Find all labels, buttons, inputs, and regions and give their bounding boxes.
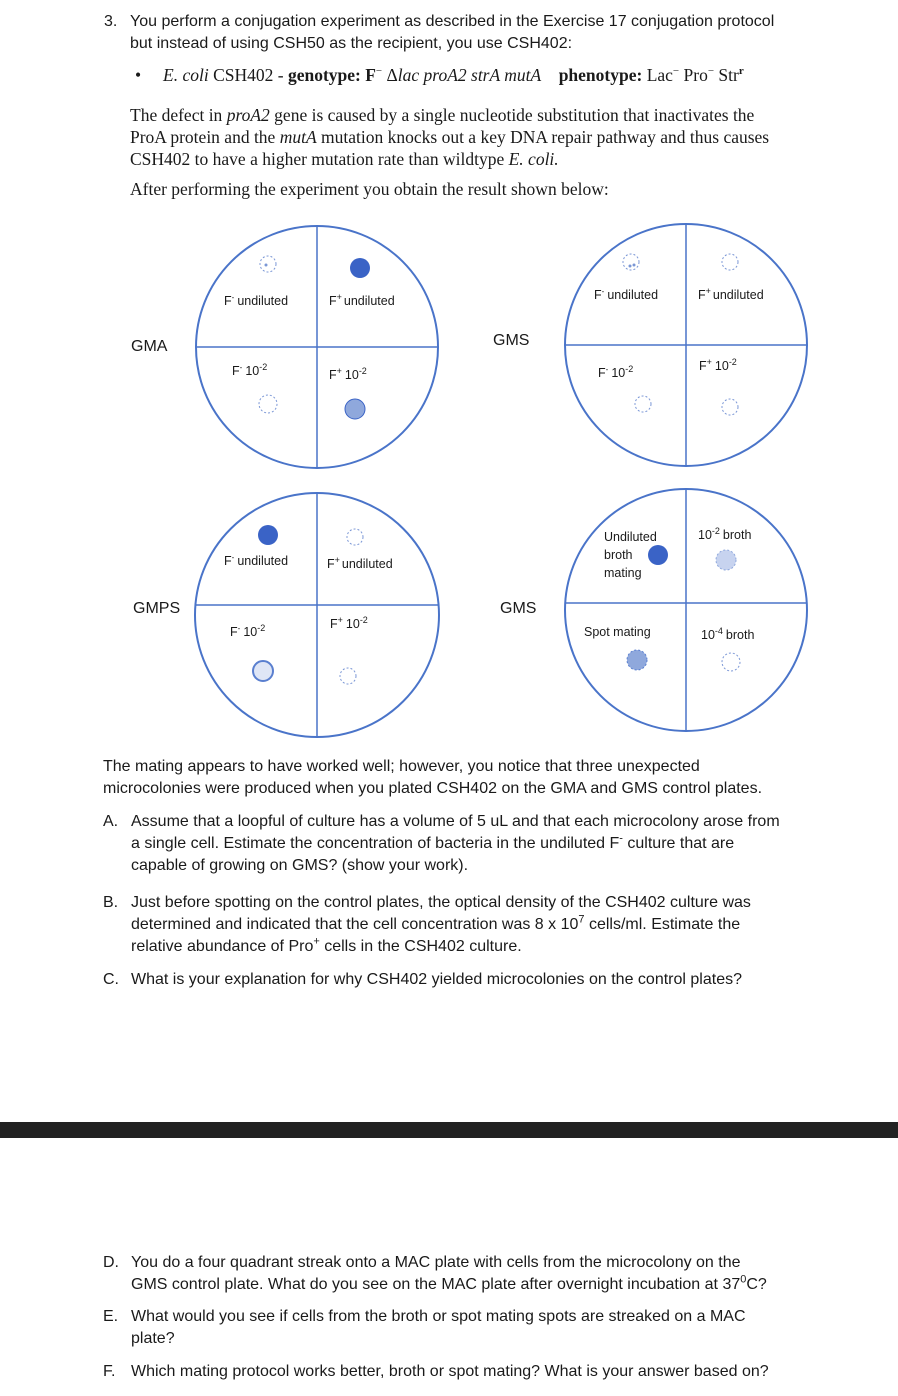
gmps-plate-label: GMPS	[133, 600, 181, 617]
part-d-text	[131, 1252, 831, 1296]
gma-fplus-undiluted-spot	[350, 258, 370, 278]
phenotype-lac: Lac	[646, 65, 673, 85]
phenotype-pro: Pro	[679, 65, 708, 85]
defect-1a: The defect in	[130, 105, 227, 125]
intro-line-1: You perform a conjugation experiment as described in the Exercise 17 conjugation protocol	[130, 13, 775, 30]
strain-rest: CSH402 -	[208, 65, 288, 85]
part-a-line-1: Assume that a loopful of culture has a volume of 5 uL and that each microcolony arose from	[131, 813, 780, 830]
part-e-line-1: What would you see if cells from the broth or spot mating spots are streaked on a MAC	[131, 1308, 746, 1325]
defect-2a: ProA protein and the	[130, 127, 280, 147]
part-a-line-2-sup: -	[619, 832, 623, 845]
gma-fminus-undiluted-label: F- undiluted	[224, 293, 289, 308]
part-f-letter: F.	[103, 1363, 116, 1380]
question-number: 3.	[104, 13, 118, 30]
gmps-fplus-10-2-spot	[340, 668, 356, 684]
part-d-line-1: You do a four quadrant streak onto a MAC plate with cells from the microcolony on the	[131, 1254, 741, 1271]
part-a-line-2a: a single cell. Estimate the concentration of bacteria in the undiluted F	[131, 835, 620, 852]
part-a-line-3: capable of growing on GMS? (show your work).	[131, 857, 469, 874]
part-b-line-3-sup: +	[313, 935, 320, 948]
gma-fminus-10-2-label: F- $10^{-2}$	[232, 362, 268, 378]
gms-undiluted-broth-mating-spot	[648, 545, 668, 565]
phenotype-pro-sup: −	[707, 65, 715, 78]
bullet: •	[135, 65, 142, 85]
part-a	[103, 811, 863, 881]
strain-name: E. coli	[163, 65, 209, 85]
gma-fplus-10-2-label: F+ $10^{-2}$	[329, 366, 367, 382]
part-b-line-3b: cells in the CSH402 culture.	[319, 938, 522, 955]
part-b-line-2b: cells/ml. Estimate the	[584, 916, 741, 933]
gma-plate-label: GMA	[131, 338, 168, 355]
gms-broth-label: broth	[604, 548, 633, 562]
gms-plate-2-label: GMS	[500, 600, 537, 617]
part-b-line-2-sup: 7	[578, 913, 585, 926]
gms-spot-mating-label: Spot mating	[584, 625, 651, 639]
gms-fminus-10-2-spot	[635, 396, 651, 412]
part-c	[103, 969, 863, 993]
part-b-line-3a: relative abundance of Pro	[131, 938, 314, 955]
gms-undiluted-label: Undiluted	[604, 530, 657, 544]
gma-fplus-undiluted-label: F+ undiluted	[329, 292, 395, 308]
gms-plate-controls	[565, 224, 807, 466]
defect-2c: mutation knocks out a key DNA repair pathway and thus causes	[316, 127, 770, 147]
genotype-label: genotype: F	[287, 65, 376, 85]
gms-10-2-broth-label: $10^{-2}$ broth	[698, 526, 752, 542]
part-c-letter: C.	[103, 971, 119, 988]
defect-2b: mutA	[279, 127, 317, 147]
defect-3b: E. coli.	[508, 149, 559, 169]
part-a-line-2	[131, 833, 831, 855]
gms-fminus-undiluted-spot	[623, 254, 639, 270]
gmps-fminus-10-2-label: F- $10^{-2}$	[230, 623, 266, 639]
part-b-line-2a: determined and indicated that the cell concentration was 8 x 10	[131, 916, 579, 933]
part-a-text	[131, 811, 831, 877]
part-e-line-2: plate?	[131, 1330, 175, 1347]
part-b-text	[131, 892, 831, 958]
gmps-fminus-10-2-spot	[253, 661, 273, 681]
defect-1b: proA2	[226, 105, 270, 125]
gms-fminus-undiluted-label: F- undiluted	[594, 287, 659, 302]
part-d-line-2	[131, 1274, 831, 1296]
gma-fminus-10-2-spot	[259, 395, 277, 413]
part-f	[103, 1361, 863, 1385]
part-d	[103, 1252, 863, 1298]
part-f-line-1: Which mating protocol works better, broth or spot mating? What is your answer based on?	[131, 1363, 769, 1380]
gma-fplus-10-2-spot	[345, 399, 365, 419]
part-e-text	[131, 1306, 831, 1350]
after-experiment-line: After performing the experiment you obtain the result shown below:	[130, 179, 609, 199]
part-d-line-2b: C?	[746, 1276, 767, 1293]
observation-line-1: The mating appears to have worked well; however, you notice that three unexpected	[103, 758, 700, 775]
page-divider	[0, 1122, 898, 1138]
gmps-fplus-10-2-label: F+ $10^{-2}$	[330, 615, 368, 631]
phenotype-str: Str	[714, 65, 739, 85]
gma-plate	[196, 226, 438, 468]
part-d-letter: D.	[103, 1254, 119, 1271]
gmps-fplus-undiluted-label: F+ undiluted	[327, 555, 393, 571]
part-a-line-2b: culture that are	[622, 835, 735, 852]
gmps-fminus-undiluted-spot	[258, 525, 278, 545]
part-b	[103, 892, 863, 962]
defect-3a: CSH402 to have a higher mutation rate than wildtype	[130, 149, 509, 169]
part-d-line-2-sup: 0	[740, 1273, 747, 1286]
gma-fminus-undiluted-microcolony	[265, 264, 268, 267]
gms-10-2-broth-spot	[716, 550, 736, 570]
part-b-line-2	[131, 914, 831, 936]
genotype-sup: −	[375, 65, 383, 78]
gms-fminus-10-2-label: F- $10^{-2}$	[598, 364, 634, 380]
observation-line-2: microcolonies were produced when you plated CSH402 on the GMA and GMS control plates.	[103, 780, 763, 797]
defect-1c: gene is caused by a single nucleotide substitution that inactivates the	[269, 105, 755, 125]
genotype-alleles: lac proA2 strA mutA	[397, 65, 542, 85]
part-b-letter: B.	[103, 894, 119, 911]
gms-spot-mating-spot	[627, 650, 647, 670]
gms-fplus-undiluted-label: F+ undiluted	[698, 286, 764, 302]
part-a-letter: A.	[103, 813, 119, 830]
gms-10-4-broth-label: $10^{-4}$ broth	[701, 626, 755, 642]
gms-fminus-undiluted-microcolony-1	[629, 265, 632, 268]
gma-fminus-undiluted-spot	[260, 256, 276, 272]
gms-plate-1-label: GMS	[493, 332, 530, 349]
genotype-delta: Δ	[382, 65, 398, 85]
gms-fplus-undiluted-spot	[722, 254, 738, 270]
intro-line-2: but instead of using CSH50 as the recipient, you use CSH402:	[130, 35, 573, 52]
part-e-letter: E.	[103, 1308, 119, 1325]
phenotype-label: phenotype:	[558, 65, 647, 85]
phenotype-str-sup: r	[738, 65, 744, 78]
part-c-line-1: What is your explanation for why CSH402 yielded microcolonies on the control plates?	[131, 971, 742, 988]
gms-fplus-10-2-spot	[722, 399, 738, 415]
gms-fplus-10-2-label: F+ $10^{-2}$	[699, 357, 737, 373]
gms-mating-label: mating	[604, 566, 642, 580]
part-e	[103, 1306, 863, 1352]
part-b-line-3	[131, 936, 831, 958]
gms-10-4-broth-spot	[722, 653, 740, 671]
part-b-line-1: Just before spotting on the control plates, the optical density of the CSH402 culture was	[131, 894, 751, 911]
gmps-plate	[195, 493, 439, 737]
gms-plate-matings	[565, 489, 807, 731]
part-d-line-2a: GMS control plate. What do you see on the MAC plate after overnight incubation at 37	[131, 1276, 741, 1293]
gms-fminus-undiluted-microcolony-2	[633, 264, 636, 267]
gmps-fminus-undiluted-label: F- undiluted	[224, 553, 289, 568]
gmps-fplus-undiluted-spot	[347, 529, 363, 545]
phenotype-lac-sup: −	[672, 65, 680, 78]
